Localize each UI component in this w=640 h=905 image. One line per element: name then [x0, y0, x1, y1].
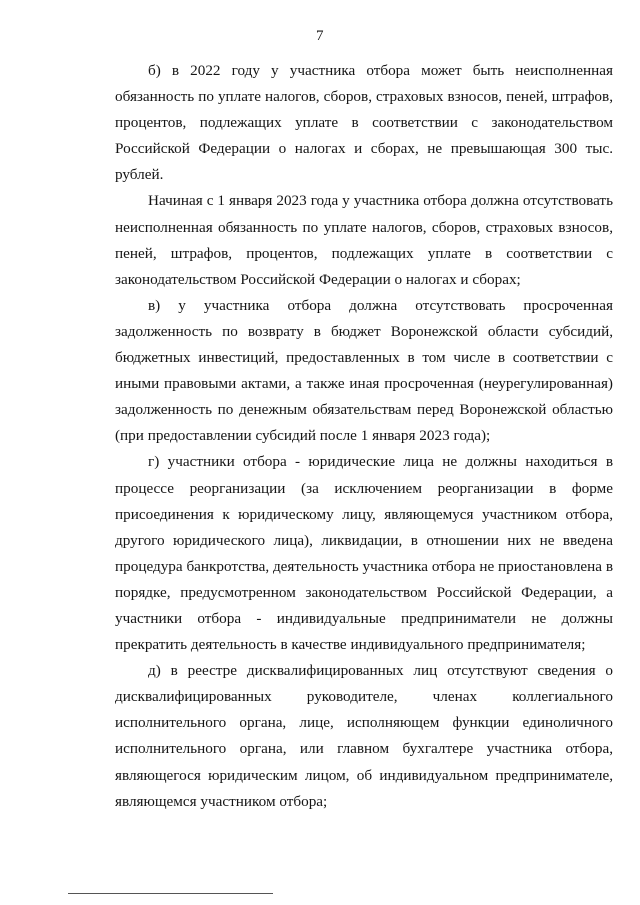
paragraph-d: д) в реестре дисквалифицированных лиц отсутствуют сведения о дисквалифицированных руководителе, членах коллегиального исполнительного органа, лице, исполняющем функции единоличного исполнительного органа, или главном бухгалтере участника отбора, являющегося юридическим лицом, об индивидуальном предпринимателе, являющемся участником отбора;	[115, 662, 613, 810]
paragraph-b-continued: Начиная с 1 января 2023 года у участника отбора должна отсутствовать неисполненная обязанность по уплате налогов, сборов, страховых взносов, пеней, штрафов, процентов, подлежащих уплате в соответствии с законодательством Российской Федерации о налогах и сборах;	[115, 192, 613, 288]
paragraph-b: б) в 2022 году у участника отбора может быть неисполненная обязанность по уплате налогов, сборов, страховых взносов, пеней, штрафов, процентов, подлежащих уплате в соответствии с законодательством Российской Федерации о налогах и сборах, не превышающая 300 тыс. рублей.	[115, 62, 613, 184]
footer-divider	[68, 893, 273, 894]
paragraph-v: в) у участника отбора должна отсутствовать просроченная задолженность по возврату в бюджет Воронежской области субсидий, бюджетных инвестиций, предоставленных в том числе в соответствии с иными правовыми актами, а также иная просроченная (неурегулированная) задолженность по денежным обязательствам перед Воронежской областью (при предоставлении субсидий после 1 января 2023 года);	[115, 296, 613, 445]
page-number: 7	[316, 28, 324, 44]
paragraph-g: г) участники отбора - юридические лица не должны находиться в процессе реорганизации (за исключением реорганизации в форме присоединения к юридическому лицу, являющемуся участником отбора, другого юридического лица), ликвидации, в отношении них не введена процедура банкротства, деятельность участника отбора не приостановлена в порядке, предусмотренном законодательством Российской Федерации, а участники отбора - индивидуальные предприниматели не должны прекратить деятельность в качестве индивидуального предпринимателя;	[115, 453, 613, 654]
document-body	[115, 58, 613, 815]
